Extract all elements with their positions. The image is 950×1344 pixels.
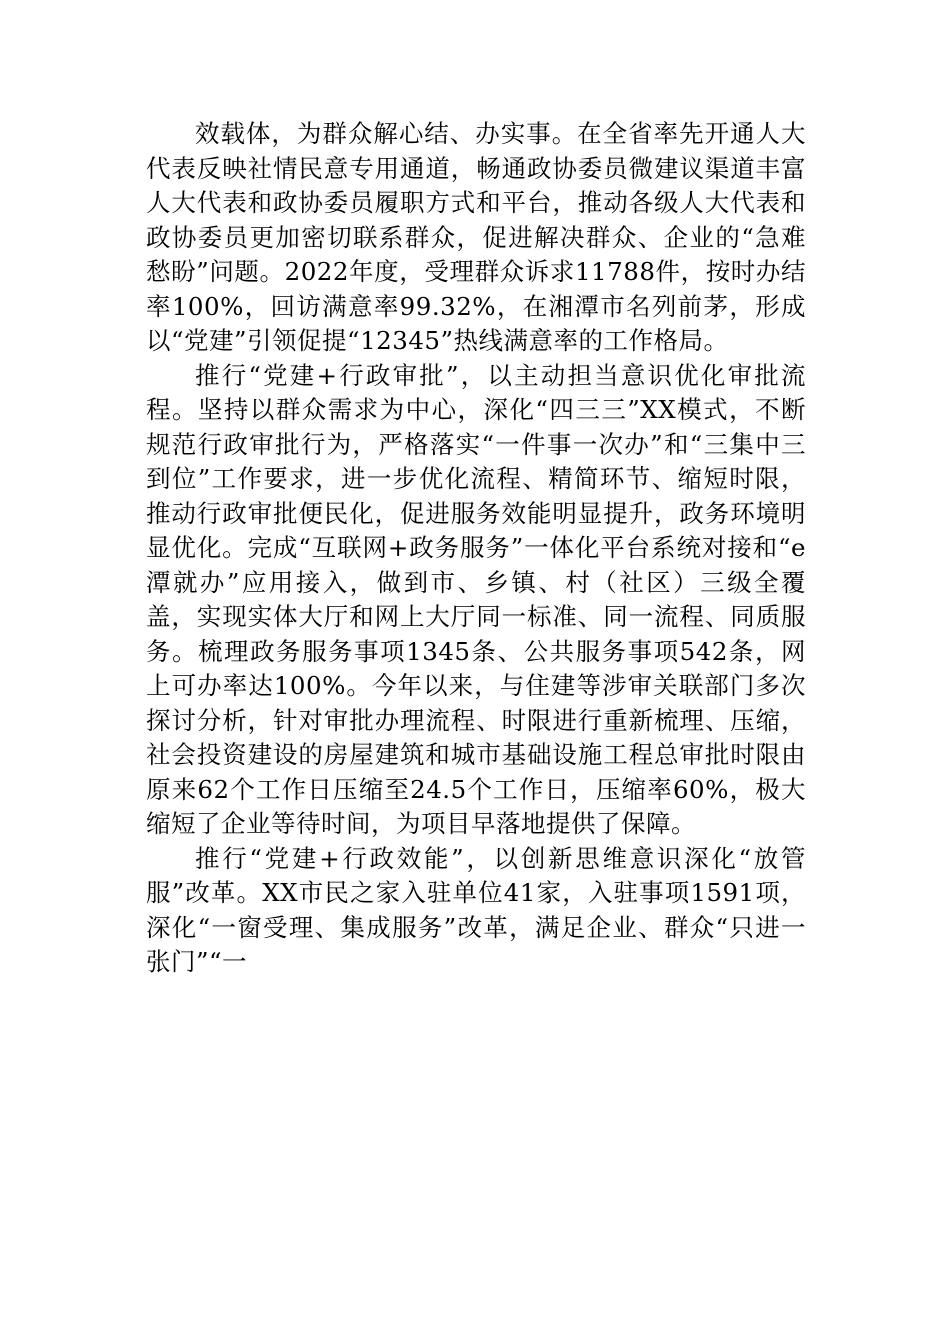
paragraph-3: 推行“党建+行政效能”，以创新思维意识深化“放管服”改革。XX市民之家入驻单位41家，入驻事项1591项，深化“一窗受理、集成服务”改革，满足企业、群众“只进一张门”“一 — [146, 843, 806, 976]
paragraph-1: 效载体，为群众解心结、办实事。在全省率先开通人大代表反映社情民意专用通道，畅通政协委员微建议渠道丰富人大代表和政协委员履职方式和平台，推动各级人大代表和政协委员更加密切联系群众，促进解决群众、企业的“急难愁盼”问题。2022年度，受理群众诉求11788件，按时办结率100%，回访满意率99.32%，在湘潭市名列前茅，形成以“党建”引领促提“12345”热线满意率的工作格局。 — [146, 119, 806, 355]
document-page — [146, 117, 806, 980]
paragraph-2: 推行“党建+行政审批”，以主动担当意识优化审批流程。坚持以群众需求为中心，深化“四三三”XX模式，不断规范行政审批行为，严格落实“一件事一次办”和“三集中三到位”工作要求，进一步优化流程、精简环节、缩短时限，推动行政审批便民化，促进服务效能明显提升，政务环境明显优化。完成“互联网+政务服务”一体化平台系统对接和“e潭就办”应用接入，做到市、乡镇、村（社区）三级全覆盖，实现实体大厅和网上大厅同一标准、同一流程、同质服务。梳理政务服务事项1345条、公共服务事项542条，网上可办率达100%。今年以来，与住建等涉审关联部门多次探讨分析，针对审批办理流程、时限进行重新梳理、压缩，社会投资建设的房屋建筑和城市基础设施工程总审批时限由原来62个工作日压缩至24.5个工作日，压缩率60%，极大缩短了企业等待时间，为项目早落地提供了保障。 — [146, 360, 806, 838]
